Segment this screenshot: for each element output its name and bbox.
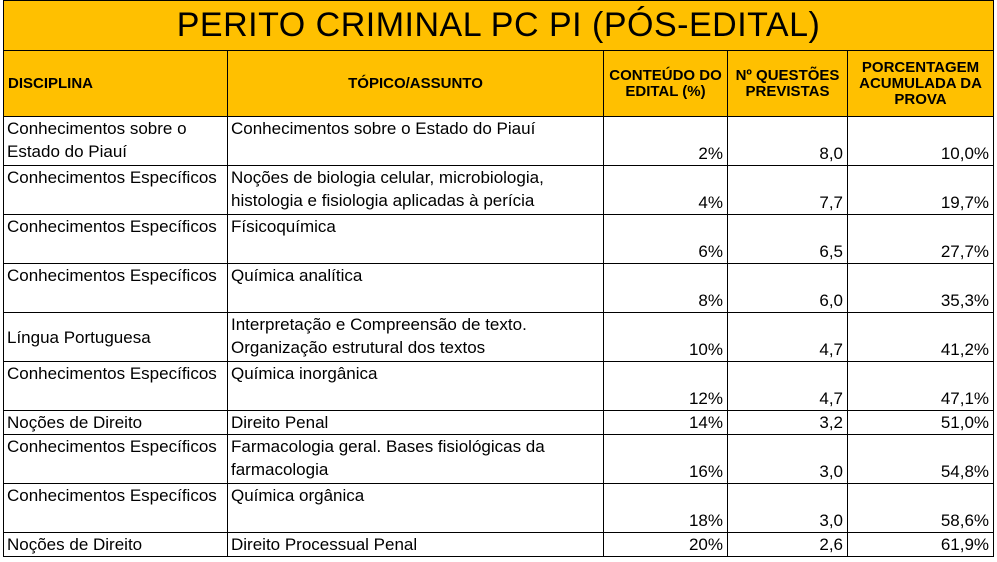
- cell-topico: Química analítica: [228, 264, 604, 313]
- cell-topico: Conhecimentos sobre o Estado do Piauí: [228, 117, 604, 166]
- cell-porcentagem: 61,9%: [848, 533, 994, 557]
- cell-questoes: 3,0: [728, 435, 848, 484]
- cell-questoes: 4,7: [728, 313, 848, 362]
- cell-questoes: 3,2: [728, 411, 848, 435]
- table-row: [4, 117, 994, 166]
- cell-topico: Química orgânica: [228, 484, 604, 533]
- header-conteudo: CONTEÚDO DO EDITAL (%): [604, 51, 728, 117]
- table-row: [4, 313, 994, 362]
- cell-porcentagem: 10,0%: [848, 117, 994, 166]
- table-row: [4, 166, 994, 215]
- cell-porcentagem: 58,6%: [848, 484, 994, 533]
- cell-disciplina: Conhecimentos Específicos: [4, 362, 228, 411]
- cell-porcentagem: 19,7%: [848, 166, 994, 215]
- cell-porcentagem: 41,2%: [848, 313, 994, 362]
- cell-questoes: 8,0: [728, 117, 848, 166]
- cell-conteudo: 20%: [604, 533, 728, 557]
- table-row: [4, 362, 994, 411]
- table-row: [4, 215, 994, 264]
- cell-disciplina: Conhecimentos Específicos: [4, 435, 228, 484]
- cell-questoes: 7,7: [728, 166, 848, 215]
- cell-conteudo: 10%: [604, 313, 728, 362]
- cell-conteudo: 14%: [604, 411, 728, 435]
- table-row: [4, 484, 994, 533]
- header-topico: TÓPICO/ASSUNTO: [228, 51, 604, 117]
- cell-questoes: 6,0: [728, 264, 848, 313]
- table-row: [4, 264, 994, 313]
- header-disciplina: DISCIPLINA: [4, 51, 228, 117]
- table-row: [4, 435, 994, 484]
- cell-topico: Química inorgânica: [228, 362, 604, 411]
- table-row: [4, 533, 994, 557]
- cell-questoes: 6,5: [728, 215, 848, 264]
- cell-porcentagem: 27,7%: [848, 215, 994, 264]
- cell-porcentagem: 54,8%: [848, 435, 994, 484]
- cell-questoes: 3,0: [728, 484, 848, 533]
- cell-porcentagem: 35,3%: [848, 264, 994, 313]
- header-questoes: Nº QUESTÕES PREVISTAS: [728, 51, 848, 117]
- exam-table: [3, 0, 994, 557]
- cell-conteudo: 12%: [604, 362, 728, 411]
- table-row: [4, 411, 994, 435]
- cell-disciplina: Conhecimentos Específicos: [4, 215, 228, 264]
- cell-disciplina: Conhecimentos Específicos: [4, 264, 228, 313]
- cell-disciplina: Noções de Direito: [4, 411, 228, 435]
- header-row: [4, 51, 994, 117]
- cell-disciplina: Conhecimentos Específicos: [4, 166, 228, 215]
- cell-disciplina: Conhecimentos sobre o Estado do Piauí: [4, 117, 228, 166]
- cell-disciplina: Conhecimentos Específicos: [4, 484, 228, 533]
- cell-conteudo: 2%: [604, 117, 728, 166]
- cell-porcentagem: 47,1%: [848, 362, 994, 411]
- cell-topico: Direito Penal: [228, 411, 604, 435]
- cell-conteudo: 8%: [604, 264, 728, 313]
- cell-conteudo: 4%: [604, 166, 728, 215]
- table-title: PERITO CRIMINAL PC PI (PÓS-EDITAL): [4, 1, 994, 51]
- cell-conteudo: 6%: [604, 215, 728, 264]
- cell-disciplina: Noções de Direito: [4, 533, 228, 557]
- cell-disciplina: Língua Portuguesa: [4, 313, 228, 362]
- cell-topico: Interpretação e Compreensão de texto. Organização estrutural dos textos: [228, 313, 604, 362]
- cell-topico: Noções de biologia celular, microbiologia, histologia e fisiologia aplicadas à perícia: [228, 166, 604, 215]
- header-porcentagem: PORCENTAGEM ACUMULADA DA PROVA: [848, 51, 994, 117]
- cell-conteudo: 16%: [604, 435, 728, 484]
- cell-questoes: 4,7: [728, 362, 848, 411]
- cell-topico: Físicoquímica: [228, 215, 604, 264]
- cell-questoes: 2,6: [728, 533, 848, 557]
- cell-porcentagem: 51,0%: [848, 411, 994, 435]
- cell-conteudo: 18%: [604, 484, 728, 533]
- cell-topico: Farmacologia geral. Bases fisiológicas da farmacologia: [228, 435, 604, 484]
- cell-topico: Direito Processual Penal: [228, 533, 604, 557]
